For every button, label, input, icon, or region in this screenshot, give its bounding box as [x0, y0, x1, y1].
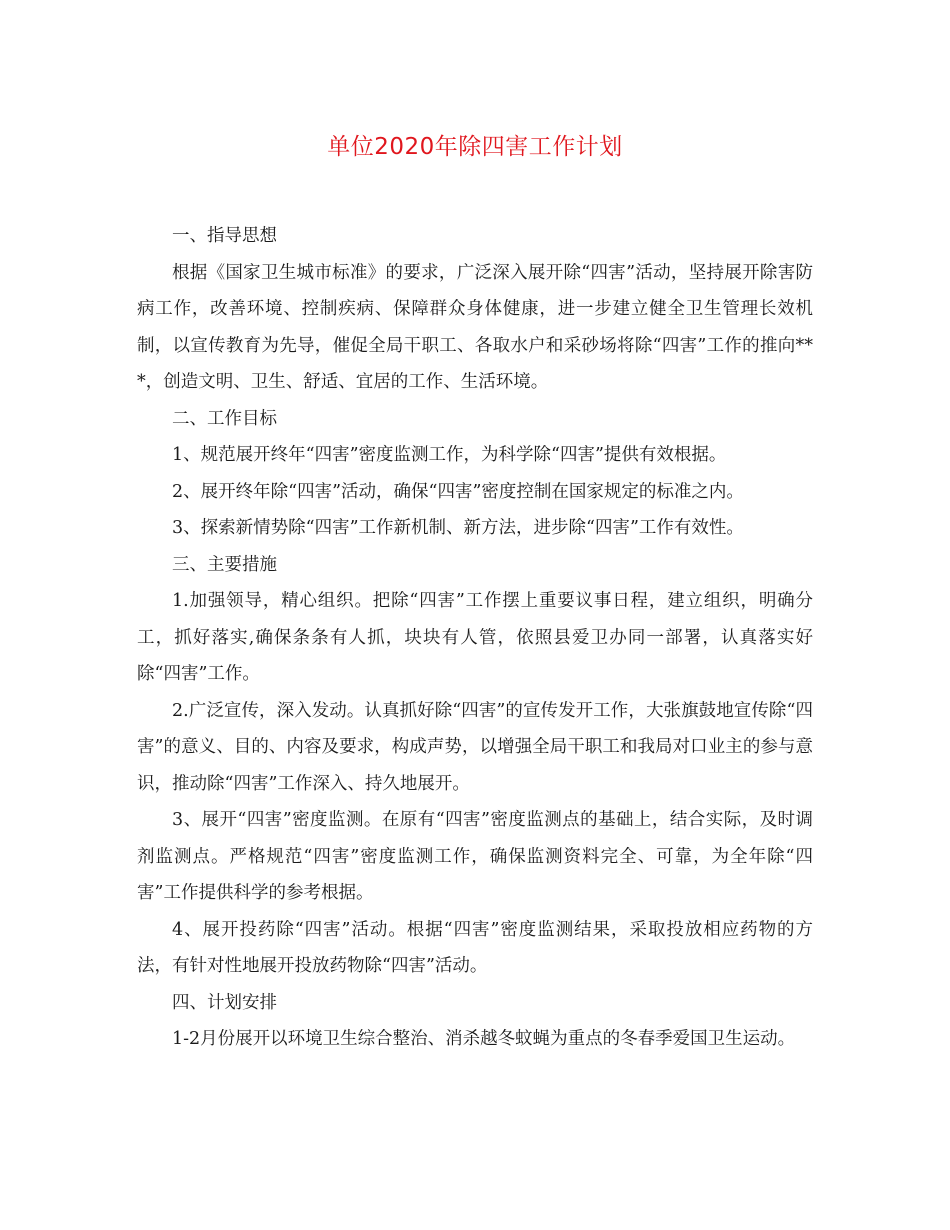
heading-plan-schedule: 四、计划安排 — [172, 992, 277, 1013]
measure-item-2: 2.广泛宣传，深入发动。认真抓好除“四害”的宣传发开工作，大张旗鼓地宣传除“四害”的意义、目的、内容及要求，构成声势，以增强全局干职工和我局对口业主的参与意识，推动除“四害”工作深入、持久地展开。 — [137, 700, 813, 794]
goal-item-1: 1、规范展开终年“四害”密度监测工作，为科学除“四害”提供有效根据。 — [172, 445, 727, 465]
paragraph-guiding-ideology: 根据《国家卫生城市标准》的要求，广泛深入展开除“四害”活动，坚持展开除害防病工作，改善环境、控制疾病、保障群众身体健康，进一步建立健全卫生管理长效机制，以宣传教育为先导，催促全局干职工、各取水户和采砂场将除“四害”工作的推向***，创造文明、卫生、舒适、宜居的工作、生活环境。 — [137, 262, 813, 392]
document-body — [137, 218, 813, 1058]
goal-item-3: 3、探索新情势除“四害”工作新机制、新方法，进步除“四害”工作有效性。 — [172, 518, 744, 538]
schedule-item-1: 1-2月份展开以环境卫生综合整治、消杀越冬蚊蝇为重点的冬春季爱国卫生运动。 — [172, 1029, 796, 1049]
measure-item-4: 4、展开投药除“四害”活动。根据“四害”密度监测结果，采取投放相应药物的方法，有针对性地展开投放药物除“四害”活动。 — [137, 919, 813, 976]
measure-item-1: 1.加强领导，精心组织。把除“四害”工作摆上重要议事日程，建立组织，明确分工，抓好落实,确保条条有人抓，块块有人管，依照县爱卫办同一部署，认真落实好除“四害”工作。 — [137, 591, 813, 684]
heading-main-measures: 三、主要措施 — [172, 554, 277, 575]
goal-item-2: 2、展开终年除“四害”活动，确保“四害”密度控制在国家规定的标准之内。 — [172, 481, 744, 502]
heading-guiding-ideology: 一、指导思想 — [172, 226, 277, 246]
heading-work-goals: 二、工作目标 — [172, 408, 277, 429]
document-title: 单位2020年除四害工作计划 — [327, 134, 623, 160]
measure-item-3: 3、展开“四害”密度监测。在原有“四害”密度监测点的基础上，结合实际，及时调剂监测点。严格规范“四害”密度监测工作，确保监测资料完全、可靠，为全年除“四害”工作提供科学的参考根据。 — [137, 810, 813, 903]
